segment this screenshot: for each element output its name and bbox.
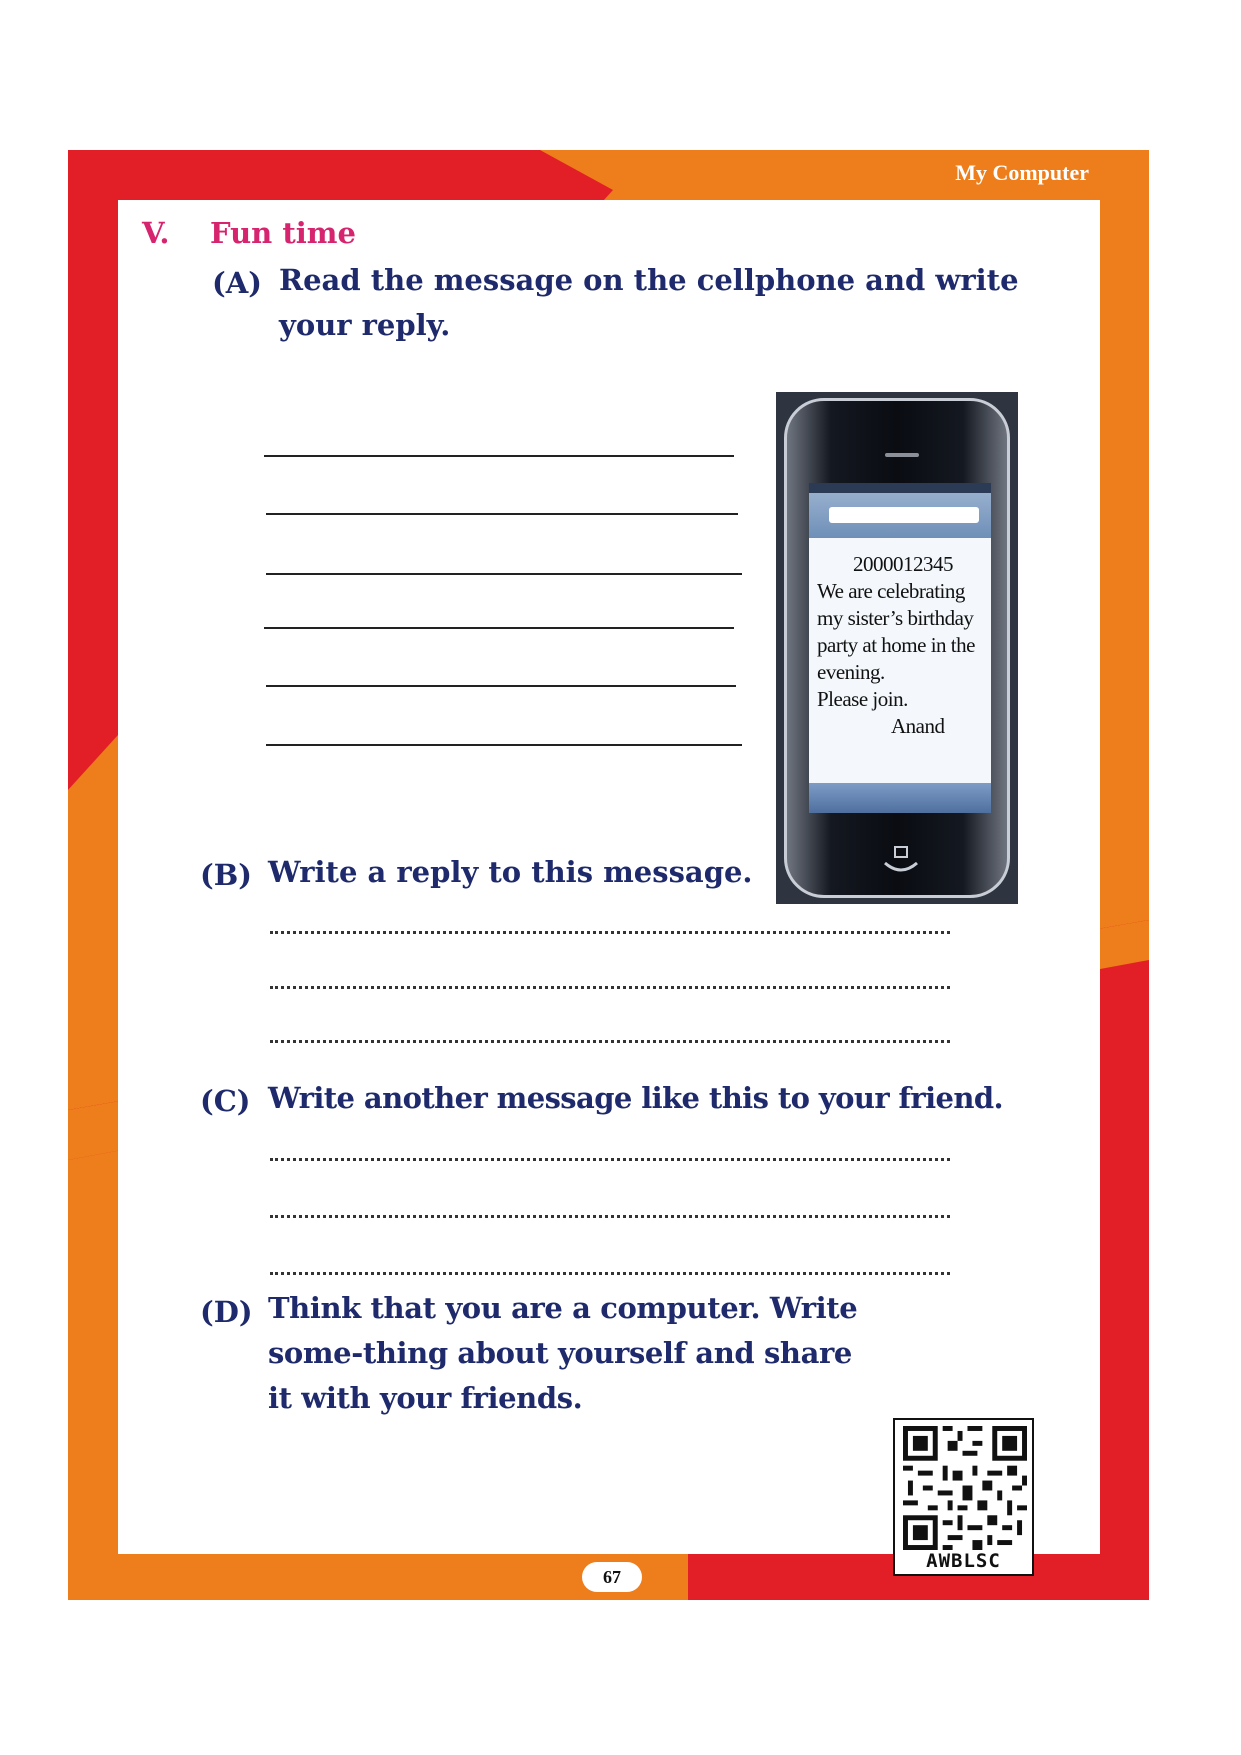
message-line: We are celebrating <box>817 579 965 603</box>
home-button-icon <box>881 843 921 879</box>
answer-line-3[interactable] <box>266 573 742 575</box>
answer-line-1[interactable] <box>264 455 734 457</box>
sms-message <box>817 551 989 740</box>
question-b-text: Write a reply to this message. <box>268 855 753 889</box>
question-a-line-1: Read the message on the cellphone and write <box>279 263 1019 297</box>
sender-number: 2000012345 <box>853 552 953 576</box>
qr-code-label: AWBLSC <box>926 1550 1001 1572</box>
dotted-line-c-3[interactable] <box>270 1272 950 1275</box>
dotted-line-b-1[interactable] <box>270 931 950 934</box>
question-a-line-2: your reply. <box>279 308 451 342</box>
question-a-label: (A) <box>212 266 262 300</box>
answer-line-4[interactable] <box>264 627 734 629</box>
cellphone-image <box>776 392 1018 904</box>
question-c-label: (C) <box>200 1084 251 1118</box>
question-a-text <box>279 258 1019 348</box>
dotted-line-b-3[interactable] <box>270 1040 950 1043</box>
message-signature: Anand <box>891 714 945 738</box>
dotted-line-c-1[interactable] <box>270 1158 950 1161</box>
message-line: evening. <box>817 660 885 684</box>
status-bar <box>809 483 991 493</box>
header-title: My Computer <box>955 160 1089 185</box>
phone-screen <box>809 483 991 813</box>
page-number: 67 <box>582 1562 642 1592</box>
section-number: V. <box>142 216 170 250</box>
phone-body <box>784 398 1010 898</box>
question-d-label: (D) <box>200 1295 253 1329</box>
answer-line-2[interactable] <box>266 513 738 515</box>
question-d-line-3: it with your friends. <box>268 1381 583 1415</box>
question-b-label: (B) <box>200 858 252 892</box>
screen-bottom-bar <box>809 783 991 813</box>
message-line: Please join. <box>817 687 908 711</box>
question-d-line-2: some-thing about yourself and share <box>268 1336 852 1370</box>
url-bar <box>829 507 979 523</box>
qr-code[interactable] <box>893 1418 1034 1576</box>
question-d-text <box>268 1286 857 1421</box>
speaker-icon <box>885 453 919 457</box>
dotted-line-c-2[interactable] <box>270 1215 950 1218</box>
question-c-text: Write another message like this to your friend. <box>268 1081 1003 1115</box>
message-line: my sister’s birthday <box>817 606 974 630</box>
qr-code-icon <box>903 1426 1027 1550</box>
question-d-line-1: Think that you are a computer. Write <box>268 1291 858 1325</box>
message-line: party at home in the <box>817 633 975 657</box>
page-frame <box>68 150 1149 1600</box>
answer-line-6[interactable] <box>266 744 742 746</box>
dotted-line-b-2[interactable] <box>270 986 950 989</box>
answer-line-5[interactable] <box>266 685 736 687</box>
content-panel <box>118 200 1100 1572</box>
section-title: Fun time <box>210 216 356 250</box>
